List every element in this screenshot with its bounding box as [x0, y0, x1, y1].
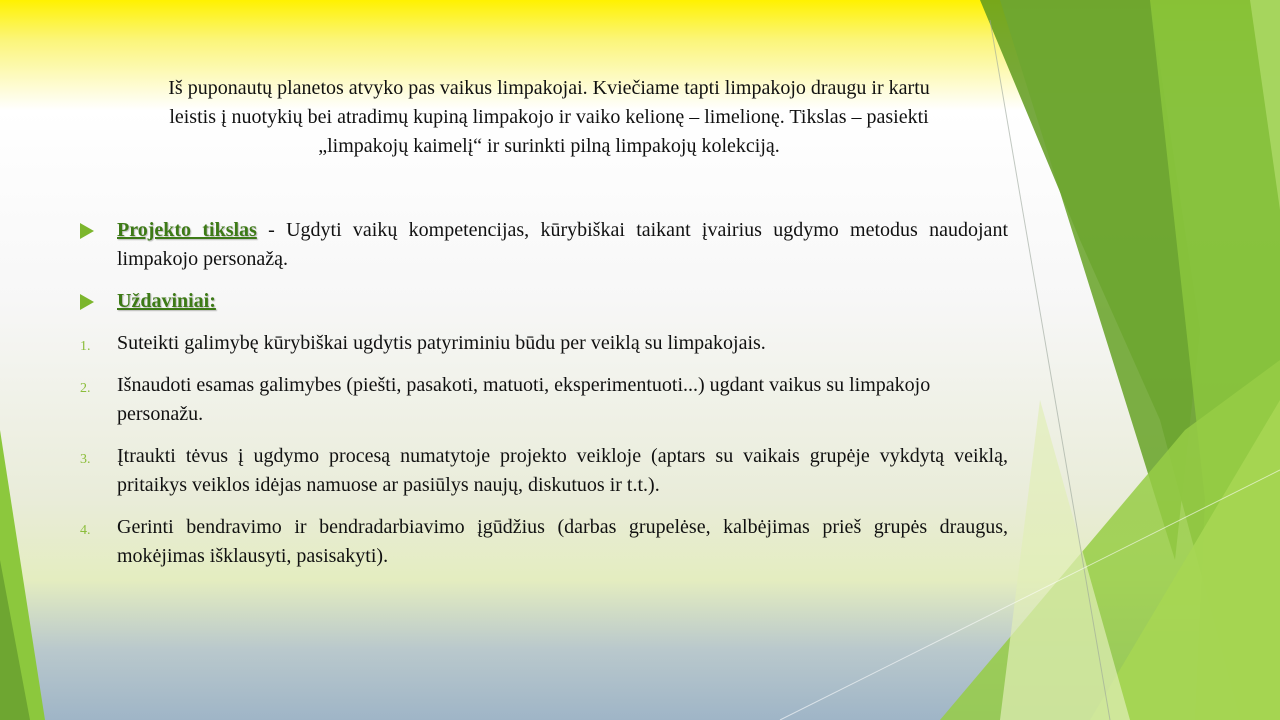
task-item	[80, 442, 1008, 500]
task-item	[80, 371, 1008, 429]
tasks-heading: Uždaviniai:	[117, 290, 216, 312]
triangle-bullet-icon	[80, 223, 94, 239]
task-text: Įtraukti tėvus į ugdymo procesą numatytoje projekto veikloje (aptars su vaikais grupėje vykdytą veiklą, pritaikys veiklos idėjas namuose ar pasiūlys naujų, diskutuos ir t.t.).	[117, 445, 1008, 496]
task-number: 2.	[80, 381, 91, 396]
task-item	[80, 329, 1008, 358]
task-text: Gerinti bendravimo ir bendradarbiavimo įgūdžius (darbas grupelėse, kalbėjimas prieš grupės draugus, mokėjimas išklausyti, pasisakyti).	[117, 516, 1008, 567]
task-number: 4.	[80, 523, 91, 538]
goal-heading: Projekto tikslas	[117, 219, 257, 241]
goal-text: - Ugdyti vaikų kompetencijas, kūrybiškai taikant įvairius ugdymo metodus naudojant limpakojo personažą.	[117, 219, 1008, 270]
task-text: Išnaudoti esamas galimybes (piešti, pasakoti, matuoti, eksperimentuoti...) ugdant vaikus su limpakojo personažu.	[117, 374, 931, 425]
goal-item	[80, 216, 1008, 274]
tasks-heading-item	[80, 287, 1008, 316]
intro-line: Iš puponautų planetos atvyko pas vaikus limpakojai. Kviečiame tapti limpakojo draugu ir kartu	[168, 77, 930, 99]
task-number: 1.	[80, 339, 91, 354]
slide-content	[80, 216, 1008, 584]
task-text: Suteikti galimybę kūrybiškai ugdytis patyriminiu būdu per veiklą su limpakojais.	[117, 332, 766, 354]
intro-line: „limpakojų kaimelį“ ir surinkti pilną limpakojų kolekciją.	[318, 135, 780, 157]
triangle-bullet-icon	[80, 294, 94, 310]
intro-paragraph	[90, 74, 1008, 161]
intro-line: leistis į nuotykių bei atradimų kupiną limpakojo ir vaiko kelionę – limelionę. Tikslas – pasiekti	[169, 106, 929, 128]
task-item	[80, 513, 1008, 571]
task-number: 3.	[80, 452, 91, 467]
